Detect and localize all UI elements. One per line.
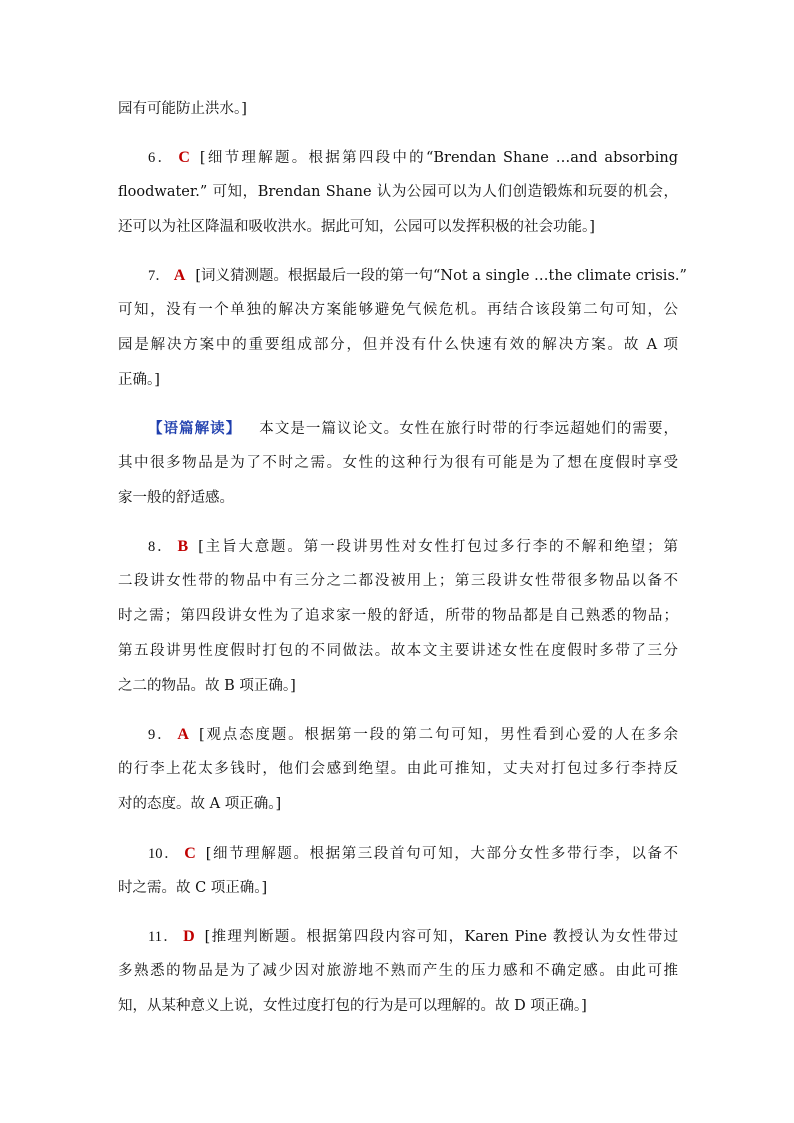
text-line: 还可以为社区降温和吸收洪水。据此可知，公园可以发挥积极的社会功能。] <box>118 219 595 235</box>
text-line: 8． B [主旨大意题。第一段讲男性对女性打包过多行李的不解和绝望；第 <box>148 538 679 555</box>
text-line: 时之需；第四段讲女性为了追求家一般的舒适，所带的物品都是自己熟悉的物品； <box>118 608 678 624</box>
question-number: 6． <box>148 150 175 166</box>
text-line: 11． D [推理判断题。根据第四段内容可知，Karen Pine 教授认为女性带过 <box>148 928 679 945</box>
text-line: 7． A [词义猜测题。根据最后一段的第一句“Not a single …the climate crisis.” <box>148 267 687 284</box>
answer-letter: C <box>184 845 196 862</box>
question-number: 11． <box>148 929 180 945</box>
text-line: 9． A [观点态度题。根据第一段的第二句可知，男性看到心爱的人在多余 <box>148 726 679 743</box>
text-line: 其中很多物品是为了不时之需。女性的这种行为很有可能是为了想在度假时享受 <box>118 455 678 471</box>
question-number: 9． <box>148 727 174 743</box>
text-line: 多熟悉的物品是为了减少因对旅游地不熟而产生的压力感和不确定感。由此可推 <box>118 963 678 979</box>
text-line: 家一般的舒适感。 <box>118 490 234 506</box>
text-line: 第五段讲男性度假时打包的不同做法。故本文主要讲述女性在度假时多带了三分 <box>118 643 678 659</box>
text-line: 的行李上花太多钱时，他们会感到绝望。由此可推知，丈夫对打包过多行李持反 <box>118 761 678 777</box>
text-line: 园有可能防止洪水。] <box>118 101 247 117</box>
question-number: 8． <box>148 539 174 555</box>
question-11-explanation <box>118 919 678 1024</box>
answer-letter: B <box>177 538 189 555</box>
question-8-explanation <box>118 529 678 704</box>
text-line: 6． C [细节理解题。根据第四段中的“Brendan Shane …and absorbing <box>148 149 678 166</box>
paragraph-continuation <box>118 92 678 127</box>
question-7-explanation <box>118 258 687 398</box>
text-line: 园是解决方案中的重要组成部分，但并没有什么快速有效的解决方案。故 A 项 <box>118 337 678 353</box>
question-6-explanation <box>118 140 678 245</box>
reading-analysis <box>118 411 678 516</box>
reading-analysis-tag: 【语篇解读】 <box>148 420 242 437</box>
text-line: 对的态度。故 A 项正确。] <box>118 796 282 812</box>
text-line: 时之需。故 C 项正确。] <box>118 880 268 896</box>
text-line: 正确。] <box>118 372 160 388</box>
answer-letter: A <box>177 726 189 743</box>
text-line: 可知，没有一个单独的解决方案能够避免气候危机。再结合该段第二句可知，公 <box>118 302 678 318</box>
answer-letter: D <box>183 928 195 945</box>
text-line: 【语篇解读】 本文是一篇议论文。女性在旅行时带的行李远超她们的需要， <box>148 420 678 437</box>
text-line: floodwater.” 可知，Brendan Shane 认为公园可以为人们创造锻炼和玩耍的机会， <box>118 184 678 200</box>
question-number: 10． <box>148 846 181 862</box>
answer-letter: A <box>173 267 186 284</box>
text-line: 之二的物品。故 B 项正确。] <box>118 678 296 694</box>
question-9-explanation <box>118 717 678 822</box>
answer-letter: C <box>178 149 190 166</box>
question-10-explanation <box>118 836 678 906</box>
text-line: 二段讲女性带的物品中有三分之二都没被用上；第三段讲女性带很多物品以备不 <box>118 573 678 589</box>
text-line: 知，从某种意义上说，女性过度打包的行为是可以理解的。故 D 项正确。] <box>118 998 587 1014</box>
text-line: 10． C [细节理解题。根据第三段首句可知，大部分女性多带行李，以备不 <box>148 845 679 862</box>
question-number: 7． <box>148 268 170 284</box>
